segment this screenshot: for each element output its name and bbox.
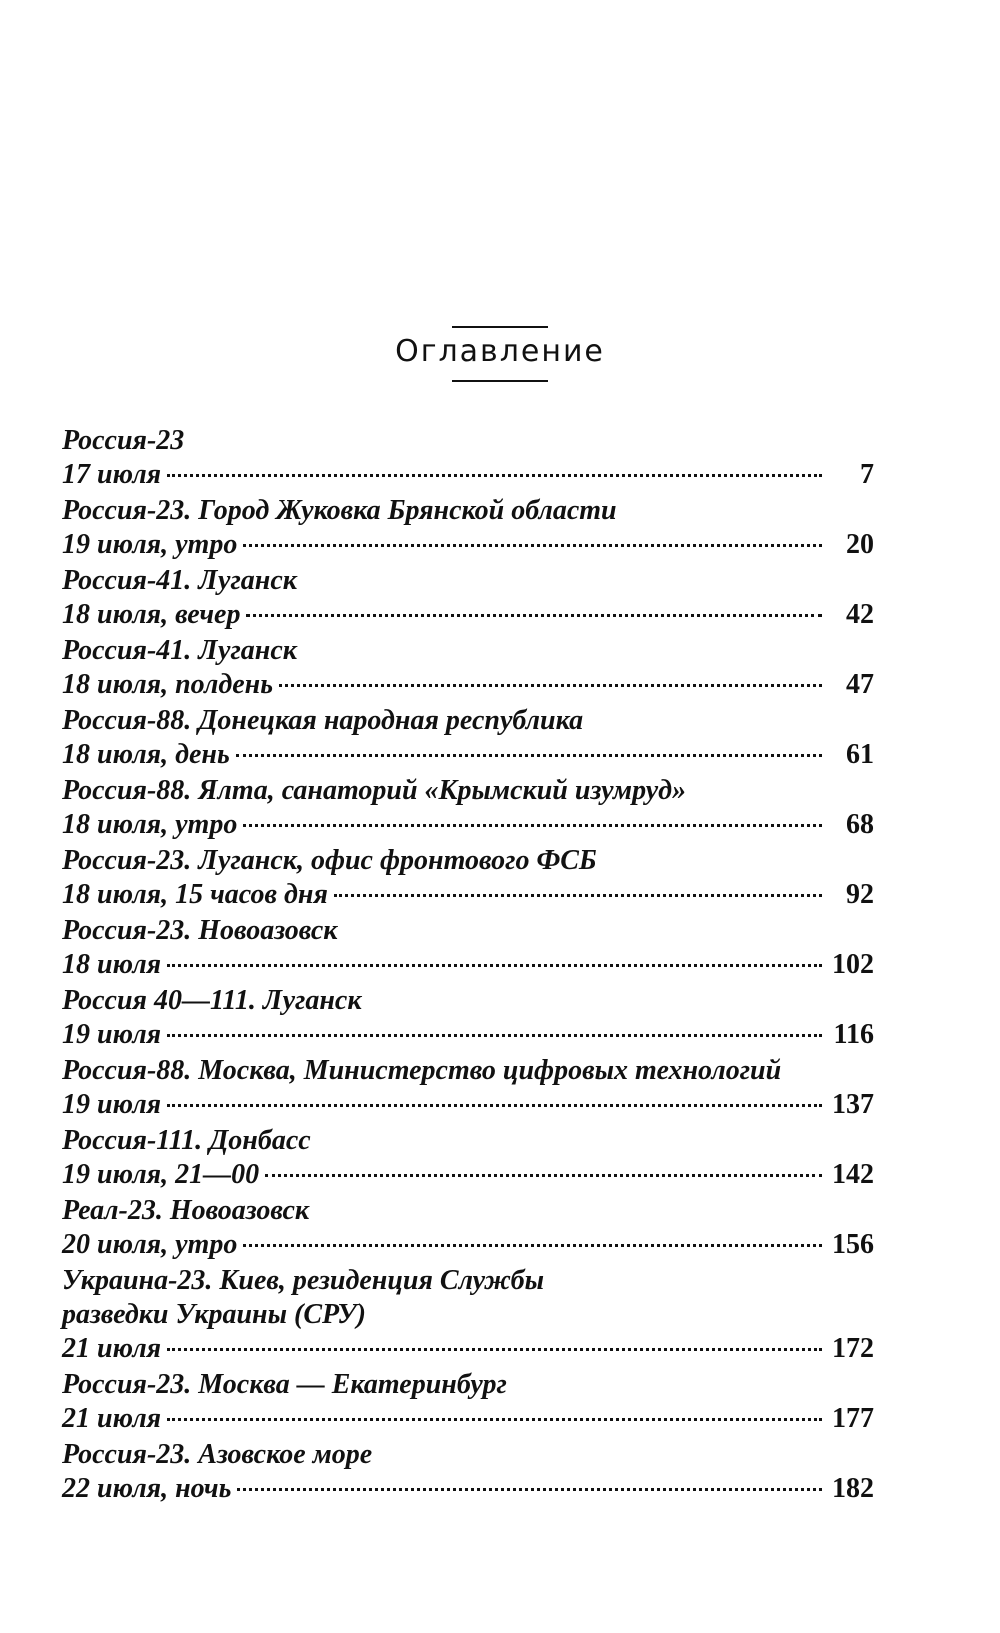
dot-leader [279,684,822,687]
toc-page-number: 47 [846,669,874,700]
toc-page-number: 142 [832,1159,874,1190]
toc-page-number: 137 [832,1089,874,1120]
toc-entry-subtitle: 18 июля [62,949,162,980]
toc-entry[interactable] [62,984,874,1052]
toc-entry-subtitle: 22 июля, ночь [62,1473,232,1504]
toc-page-number: 116 [833,1019,874,1050]
dot-leader [265,1174,822,1177]
toc-entry-subtitle: 19 июля, утро [62,529,238,560]
toc-page-number: 177 [832,1403,874,1434]
toc-entry[interactable] [62,844,874,912]
toc-entry[interactable] [62,774,874,842]
dot-leader [167,1104,822,1107]
toc-entry[interactable] [62,704,874,772]
dot-leader [334,894,822,897]
toc-entry-subtitle: 21 июля [62,1403,162,1434]
toc-entry-title: Украина-23. Киев, резиденция Службы разведки Украины (СРУ) [62,1265,545,1330]
toc-entry[interactable] [62,564,874,632]
toc-entry-title: Россия-23. Новоазовск [62,915,338,946]
toc-entry[interactable] [62,494,874,562]
toc-entry-subtitle: 19 июля, 21—00 [62,1159,260,1190]
dot-leader [243,1244,822,1247]
toc-entry-subtitle: 18 июля, день [62,739,230,770]
dot-leader [243,824,822,827]
top-rule [452,326,548,328]
toc-page-number: 102 [832,949,874,980]
toc-entry[interactable] [62,424,874,492]
toc-page-number: 68 [846,809,874,840]
toc-entry-subtitle: 19 июля [62,1019,162,1050]
toc-entry-title: Россия-88. Ялта, санаторий «Крымский изумруд» [62,775,686,806]
toc-entry[interactable] [62,634,874,702]
toc-entry-title: Россия-111. Донбасс [62,1125,311,1156]
toc-page-number: 42 [846,599,874,630]
toc-entry-subtitle: 21 июля [62,1333,162,1364]
toc-entry-subtitle: 19 июля [62,1089,162,1120]
toc-page-number: 20 [846,529,874,560]
dot-leader [237,1488,822,1491]
toc-page-number: 172 [832,1333,874,1364]
toc-entry-title: Россия-23. Луганск, офис фронтового ФСБ [62,845,597,876]
dot-leader [243,544,822,547]
toc-entry-subtitle: 18 июля, утро [62,809,238,840]
toc-entry-subtitle: 18 июля, 15 часов дня [62,879,328,910]
toc-page-number: 61 [846,739,874,770]
toc-entry-title: Россия-23. Город Жуковка Брянской области [62,495,617,526]
toc-page-number: 92 [846,879,874,910]
toc-entry[interactable] [62,1124,874,1192]
toc-entry-title: Россия-23. Азовское море [62,1439,373,1470]
toc-page-number: 182 [832,1473,874,1504]
table-of-contents [62,424,874,1508]
heading-block [0,326,1000,382]
dot-leader [246,614,822,617]
toc-entry[interactable] [62,914,874,982]
toc-page-number: 7 [860,459,874,490]
toc-entry-title: Россия-88. Донецкая народная республика [62,705,584,736]
toc-entry-title: Россия-23. Москва — Екатеринбург [62,1369,507,1400]
toc-entry-subtitle: 18 июля, полдень [62,669,274,700]
toc-entry-title: Россия-23 [62,425,185,456]
dot-leader [236,754,822,757]
dot-leader [167,1034,822,1037]
toc-entry-title: Россия-41. Луганск [62,565,297,596]
dot-leader [167,1418,822,1421]
toc-entry-subtitle: 20 июля, утро [62,1229,238,1260]
toc-entry-subtitle: 17 июля [62,459,162,490]
toc-entry-subtitle: 18 июля, вечер [62,599,241,630]
dot-leader [167,964,822,967]
toc-entry[interactable] [62,1054,874,1122]
bottom-rule [452,380,548,382]
toc-entry[interactable] [62,1438,874,1506]
toc-entry-title: Россия 40—111. Луганск [62,985,362,1016]
toc-page-number: 156 [832,1229,874,1260]
toc-entry-title: Россия-88. Москва, Министерство цифровых технологий [62,1055,782,1086]
toc-entry[interactable] [62,1194,874,1262]
toc-entry[interactable] [62,1264,874,1366]
dot-leader [167,474,822,477]
toc-entry-title: Россия-41. Луганск [62,635,297,666]
page-title: Оглавление [395,334,605,369]
dot-leader [167,1348,822,1351]
toc-entry[interactable] [62,1368,874,1436]
toc-entry-title: Реал-23. Новоазовск [62,1195,310,1226]
